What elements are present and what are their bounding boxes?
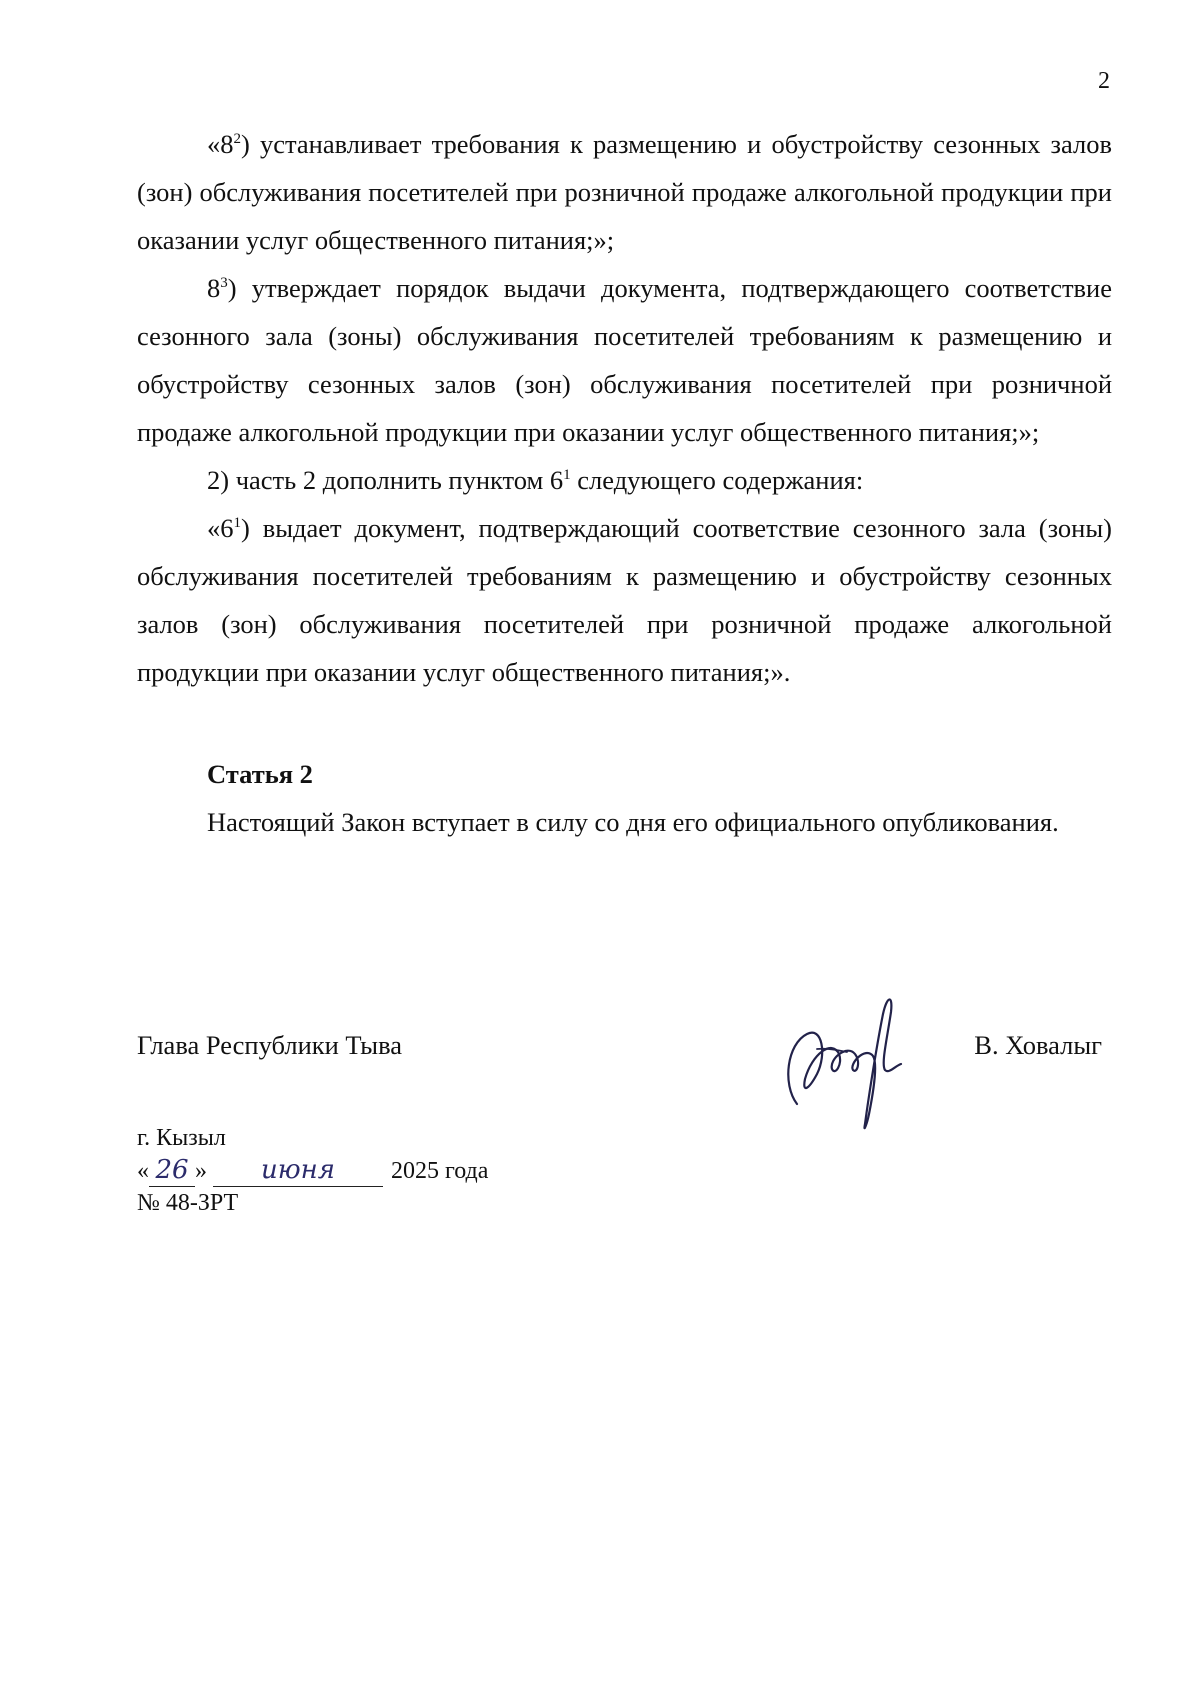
paragraph-8-3 <box>137 264 1112 456</box>
paragraph-8-2 <box>137 120 1112 264</box>
article-text: Настоящий Закон вступает в силу со дня его официального опубликования. <box>207 807 1059 837</box>
superscript: 3 <box>220 275 228 292</box>
signer-name: В. Ховалыг <box>974 1030 1102 1060</box>
date-year: 2025 года <box>391 1158 489 1184</box>
date-day: 26 <box>149 1154 195 1187</box>
document-body <box>137 120 1112 846</box>
paragraph-text: 8 <box>207 273 221 303</box>
paragraph-text: 2) часть 2 дополнить пунктом 6 <box>207 465 564 495</box>
page-number: 2 <box>1098 68 1110 94</box>
paragraph-text: «8 <box>207 129 234 159</box>
paragraph-text: ) устанавливает требования к размещению и обустройству сезонных залов (зон) обслуживания посетителей при розничной продаже алкогольной продукции при оказании услуг общественного питания;»; <box>137 129 1112 255</box>
signer-title: Глава Республики Тыва <box>137 1030 403 1060</box>
quote-open: « <box>137 1158 149 1184</box>
date-month: июня <box>213 1154 383 1187</box>
article-heading: Статья 2 <box>207 759 313 789</box>
city: г. Кызыл <box>137 1125 226 1151</box>
superscript: 1 <box>233 515 241 532</box>
paragraph-6-1 <box>137 504 1112 696</box>
law-number: № 48-ЗРТ <box>137 1190 239 1216</box>
place-date-block <box>137 1122 488 1219</box>
paragraph-text: следующего содержания: <box>570 465 864 495</box>
date-line <box>137 1154 488 1187</box>
paragraph-text: ) выдает документ, подтверждающий соответствие сезонного зала (зоны) обслуживания посетителей требованиям к размещению и обустройству сезонных залов (зон) обслуживания посетителей при розничной продаже алкогольной продукции при оказании услуг общественного питания;». <box>137 513 1112 687</box>
paragraph-part-2 <box>137 456 1112 504</box>
paragraph-text: «6 <box>207 513 234 543</box>
handwritten-signature <box>777 984 927 1144</box>
superscript: 2 <box>233 131 241 148</box>
paragraph-text: ) утверждает порядок выдачи документа, подтверждающего соответствие сезонного зала (зоны) обслуживания посетителей требованиям к размещению и обустройству сезонных залов (зон) обслуживания посетителей при розничной продаже алкогольной продукции при оказании услуг общественного питания;»; <box>137 273 1112 447</box>
quote-close: » <box>195 1158 207 1184</box>
superscript: 1 <box>563 467 571 484</box>
